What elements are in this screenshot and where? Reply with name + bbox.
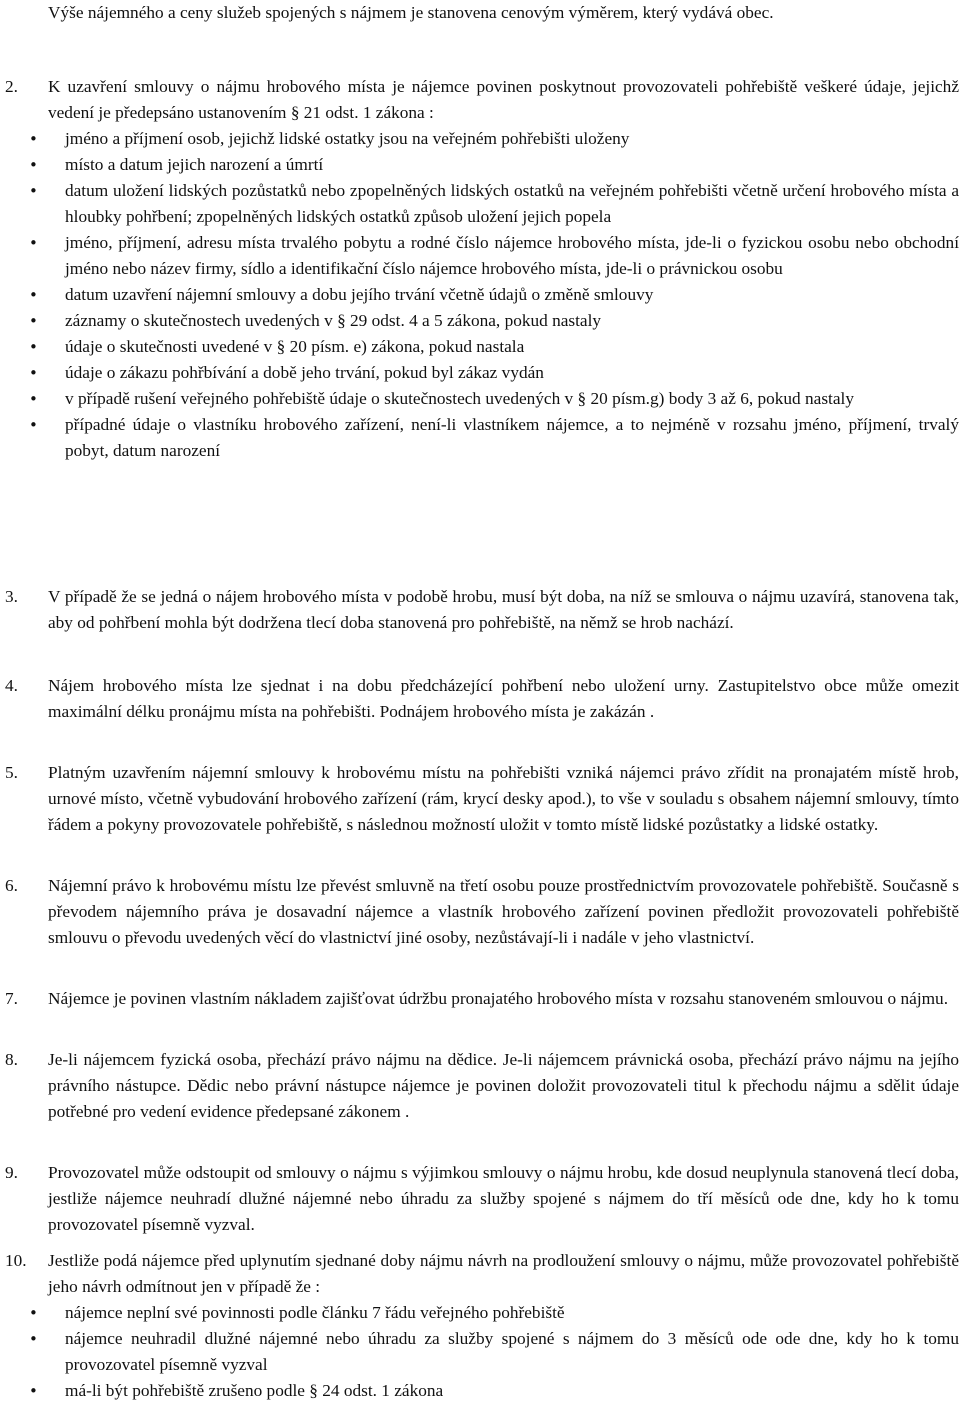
list-item: • jméno, příjmení, adresu místa trvalého pobytu a rodné číslo nájemce hrobového místa, jde-li o fyzickou osobu nebo obchodní jméno nebo název firmy, sídlo a identifikační číslo nájemce hrobového místa, jde-li o právnickou osobu: [0, 230, 959, 282]
section-text: Jestliže podá nájemce před uplynutím sjednané doby nájmu návrh na prodloužení smlouvy o nájmu, může provozovatel pohřebiště jeho návrh odmítnout jen v případě že :: [48, 1251, 959, 1296]
list-item: • nájemce neuhradil dlužné nájemné nebo úhradu za služby spojené s nájmem do 3 měsíců ode ode dne, kdy ho k tomu provozovatel písemně vyzval: [0, 1326, 959, 1378]
section-4: [0, 673, 960, 725]
intro-paragraph: [0, 0, 960, 26]
section-number: 6.: [5, 876, 18, 895]
list-item: • záznamy o skutečnostech uvedených v § 29 odst. 4 a 5 zákona, pokud nastaly: [0, 308, 959, 334]
section-10: [0, 1248, 960, 1404]
list-item: • údaje o skutečnosti uvedené v § 20 písm. e) zákona, pokud nastala: [0, 334, 959, 360]
list-item: • datum uložení lidských pozůstatků nebo zpopelněných lidských ostatků na veřejném pohřebišti včetně určení hrobového místa a hloubky pohřbení; zpopelněných lidských ostatků způsob uložení jejich popela: [0, 178, 959, 230]
section-9: [0, 1160, 960, 1238]
list-item: • má-li být pohřebiště zrušeno podle § 24 odst. 1 zákona: [0, 1378, 959, 1404]
section-text: Nájemce je povinen vlastním nákladem zajišťovat údržbu pronajatého hrobového místa v rozsahu stanoveném smlouvou o nájmu.: [48, 989, 949, 1008]
list-item: • datum uzavření nájemní smlouvy a dobu jejího trvání včetně údajů o změně smlouvy: [0, 282, 959, 308]
list-item: • místo a datum jejich narození a úmrtí: [0, 152, 959, 178]
section-number: 3.: [5, 587, 18, 606]
section-number: 8.: [5, 1050, 18, 1069]
section-text: Provozovatel může odstoupit od smlouvy o nájmu s výjimkou smlouvy o nájmu hrobu, kde dosud neuplynula stanovená tlecí doba, jestliže nájemce neuhradí dlužné nájemné nebo úhradu za služby spojené s nájmem do tří měsíců ode dne, kdy ho k tomu provozovatel písemně vyzval.: [48, 1163, 959, 1234]
section-text: K uzavření smlouvy o nájmu hrobového místa je nájemce povinen poskytnout provozovateli pohřebiště veškeré údaje, jejichž vedení je předepsáno ustanovením § 21 odst. 1 zákona :: [48, 77, 959, 122]
list-item: • nájemce neplní své povinnosti podle článku 7 řádu veřejného pohřebiště: [0, 1300, 959, 1326]
section-3: [0, 584, 960, 636]
bullet-list: [0, 1300, 959, 1404]
section-number: 10.: [5, 1251, 27, 1270]
section-2: [0, 74, 960, 464]
section-8: [0, 1047, 960, 1125]
bullet-list: [0, 126, 959, 464]
section-text: V případě že se jedná o nájem hrobového místa v podobě hrobu, musí být doba, na níž se smlouva o nájmu uzavírá, stanovena tak, aby od pohřbení mohla být dodržena tlecí doba stanovená pro pohřebiště, na němž se hrob nachází.: [48, 587, 959, 632]
section-text: Nájem hrobového místa lze sjednat i na dobu předcházející pohřbení nebo uložení urny. Zastupitelstvo obce může omezit maximální délku pronájmu místa na pohřebišti. Podnájem hrobového místa je zakázán .: [48, 676, 959, 721]
section-number: 9.: [5, 1163, 18, 1182]
section-number: 2.: [5, 77, 18, 96]
intro-text: Výše nájemného a ceny služeb spojených s nájmem je stanovena cenovým výměrem, který vydává obec.: [48, 3, 774, 22]
section-number: 7.: [5, 989, 18, 1008]
section-number: 5.: [5, 763, 18, 782]
section-5: [0, 760, 960, 838]
list-item: • údaje o zákazu pohřbívání a době jeho trvání, pokud byl zákaz vydán: [0, 360, 959, 386]
intro-spacer: [0, 0, 48, 26]
list-item: • v případě rušení veřejného pohřebiště údaje o skutečnostech uvedených v § 20 písm.g) body 3 až 6, pokud nastaly: [0, 386, 959, 412]
section-number: 4.: [5, 676, 18, 695]
section-6: [0, 873, 960, 951]
list-item: • případné údaje o vlastníku hrobového zařízení, není-li vlastníkem nájemce, a to nejméně v rozsahu jméno, příjmení, trvalý pobyt, datum narození: [0, 412, 959, 464]
section-text: Je-li nájemcem fyzická osoba, přechází právo nájmu na dědice. Je-li nájemcem právnická osoba, přechází právo nájmu na jejího právního nástupce. Dědic nebo právní nástupce nájemce je povinen doložit provozovateli titul k přechodu nájmu a sdělit údaje potřebné pro vedení evidence předepsané zákonem .: [48, 1050, 959, 1121]
section-body: [48, 1248, 959, 1404]
section-body: [48, 74, 959, 464]
section-text: Platným uzavřením nájemní smlouvy k hrobovému místu na pohřebišti vzniká nájemci právo zřídit na pronajatém místě hrob, urnové místo, včetně vybudování hrobového zařízení (rám, krycí desky apod.), to vše v souladu s obsahem nájemní smlouvy, tímto řádem a pokyny provozovatele pohřebiště, s následnou možností uložit v tomto místě lidské pozůstatky a lidské ostatky.: [48, 763, 959, 834]
list-item: • jméno a příjmení osob, jejichž lidské ostatky jsou na veřejném pohřebišti uloženy: [0, 126, 959, 152]
section-7: [0, 986, 960, 1012]
section-text: Nájemní právo k hrobovému místu lze převést smluvně na třetí osobu pouze prostřednictvím provozovatele pohřebiště. Současně s převodem nájemního práva je dosavadní nájemce a vlastník hrobového zařízení povinen předložit provozovateli pohřebiště smlouvu o převodu uvedených věcí do vlastnictví jiné osoby, nezůstávají-li i nadále v jeho vlastnictví.: [48, 876, 959, 947]
